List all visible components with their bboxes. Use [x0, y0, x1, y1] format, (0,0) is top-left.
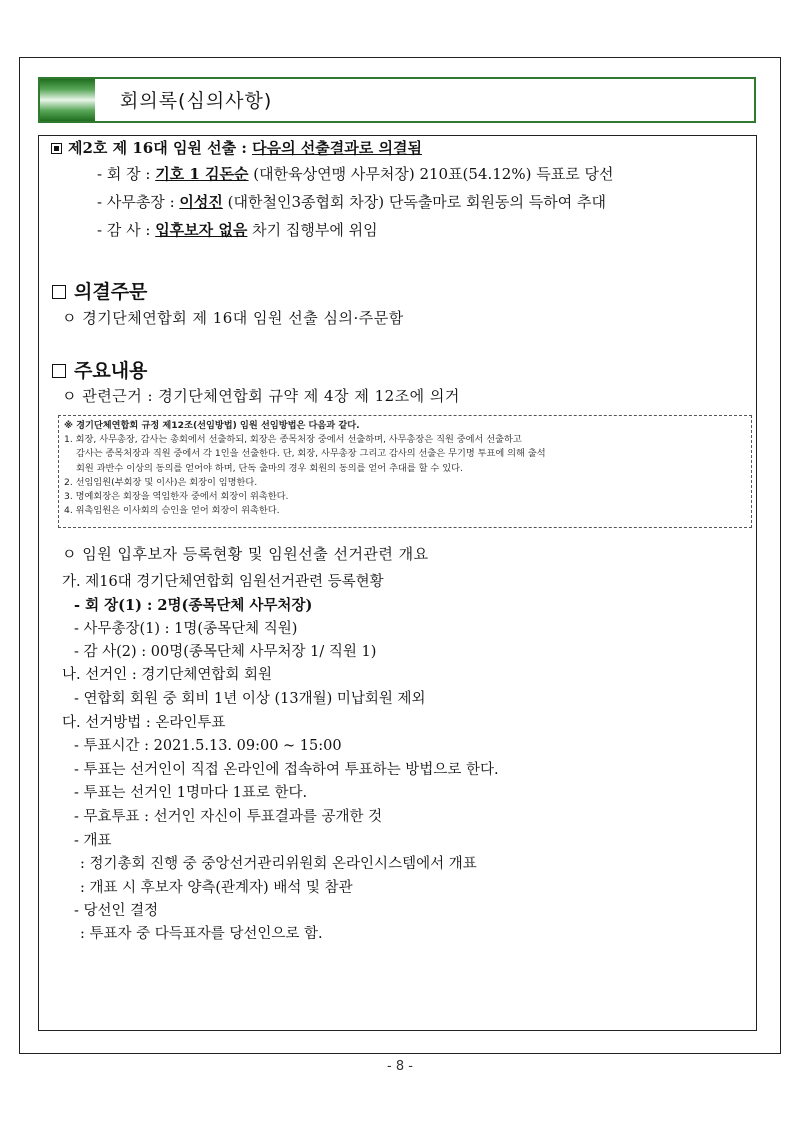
overview-line: 다. 선거방법 : 온라인투표: [62, 715, 226, 731]
regulation-box: [58, 415, 752, 528]
decision-heading: [51, 137, 422, 158]
officer-auditor: - 감 사 : 입후보자 없음 차기 집행부에 위임: [97, 221, 378, 239]
overview-line: 나. 선거인 : 경기단체연합회 회원: [62, 667, 273, 683]
overview-line: - 연합회 회원 중 회비 1년 이상 (13개월) 미납회원 제외: [74, 691, 426, 707]
overview-line: : 정기총회 진행 중 중앙선거관리위원회 온라인시스템에서 개표: [80, 856, 477, 872]
title-badge-decoration: [40, 79, 95, 121]
overview-line: - 당선인 결정: [74, 903, 159, 919]
secretary-general-name: 이성진: [179, 193, 223, 211]
regulation-line: 회원 과반수 이상의 동의를 얻어야 하며, 단독 출마의 경우 회원의 동의를 얻어 추대를 할 수 있다.: [76, 462, 463, 474]
resolution-heading: 의결주문: [52, 277, 147, 304]
overview-line: - 투표는 선거인 1명마다 1표로 한다.: [74, 785, 308, 801]
regulation-line: ※ 경기단체연합회 규정 제12조(선임방법) 임원 선임방법은 다음과 같다.: [64, 420, 360, 431]
empty-square-icon: [52, 285, 66, 299]
regulation-line: 4. 위촉임원은 이사회의 승인을 얻어 회장이 위촉한다.: [64, 505, 280, 517]
auditor-name: 입후보자 없음: [155, 221, 248, 239]
overview-line: 가. 제16대 경기단체연합회 임원선거관련 등록현황: [62, 574, 384, 590]
officer-president: - 회 장 : 기호 1 김돈순 (대한육상연맹 사무처장) 210표(54.12%) 득표로 당선: [97, 165, 614, 183]
decision-prefix: 제2호 제 16대 임원 선출 :: [68, 139, 253, 157]
page-title: 회의록(심의사항): [120, 90, 273, 112]
overview-line: - 투표는 선거인이 직접 온라인에 접속하여 투표하는 방법으로 한다.: [74, 762, 499, 778]
president-name: 기호 1 김돈순: [155, 165, 249, 183]
overview-line: - 개표: [74, 833, 112, 849]
title-box: [38, 77, 756, 123]
main-content-heading: 주요내용: [52, 356, 147, 383]
overview-line: : 개표 시 후보자 양측(관계자) 배석 및 참관: [80, 880, 353, 896]
filled-square-icon: [51, 143, 62, 154]
resolution-item: ㅇ 경기단체연합회 제 16대 임원 선출 심의·주문함: [62, 309, 404, 327]
decision-result: 다음의 선출결과로 의결됨: [252, 139, 422, 157]
overview-line: - 회 장(1) : 2명(종목단체 사무처장): [74, 597, 313, 614]
regulation-line: 2. 선임임원(부회장 및 이사)은 회장이 임명한다.: [64, 476, 258, 488]
overview-line: : 투표자 중 다득표자를 당선인으로 함.: [80, 926, 323, 942]
legal-basis: ㅇ 관련근거 : 경기단체연합회 규약 제 4장 제 12조에 의거: [62, 387, 460, 405]
page-number: - 8 -: [387, 1059, 413, 1074]
regulation-line: 감사는 종목처장과 직원 중에서 각 1인을 선출한다. 단, 회장, 사무총장 그리고 감사의 선출은 무기명 투표에 의해 출석: [76, 448, 546, 460]
regulation-line: 3. 명예회장은 회장을 역임한자 중에서 회장이 위촉한다.: [64, 491, 289, 503]
overview-line: - 감 사(2) : 00명(종목단체 사무처장 1/ 직원 1): [74, 644, 377, 660]
empty-square-icon: [52, 364, 66, 378]
officer-secretary-general: - 사무총장 : 이성진 (대한철인3종협회 차장) 단독출마로 회원동의 득하여 추대: [97, 193, 607, 211]
regulation-line: 1. 회장, 사무총장, 감사는 총회에서 선출하되, 회장은 종목처장 중에서 선출하며, 사무총장은 직원 중에서 선출하고: [64, 434, 522, 446]
overview-line: - 사무총장(1) : 1명(종목단체 직원): [74, 621, 298, 637]
overview-line: - 무효투표 : 선거인 자신이 투표결과를 공개한 것: [74, 809, 383, 825]
election-overview: ㅇ 임원 입후보자 등록현황 및 임원선출 선거관련 개요: [62, 545, 429, 563]
overview-line: - 투표시간 : 2021.5.13. 09:00 ~ 15:00: [74, 738, 342, 754]
